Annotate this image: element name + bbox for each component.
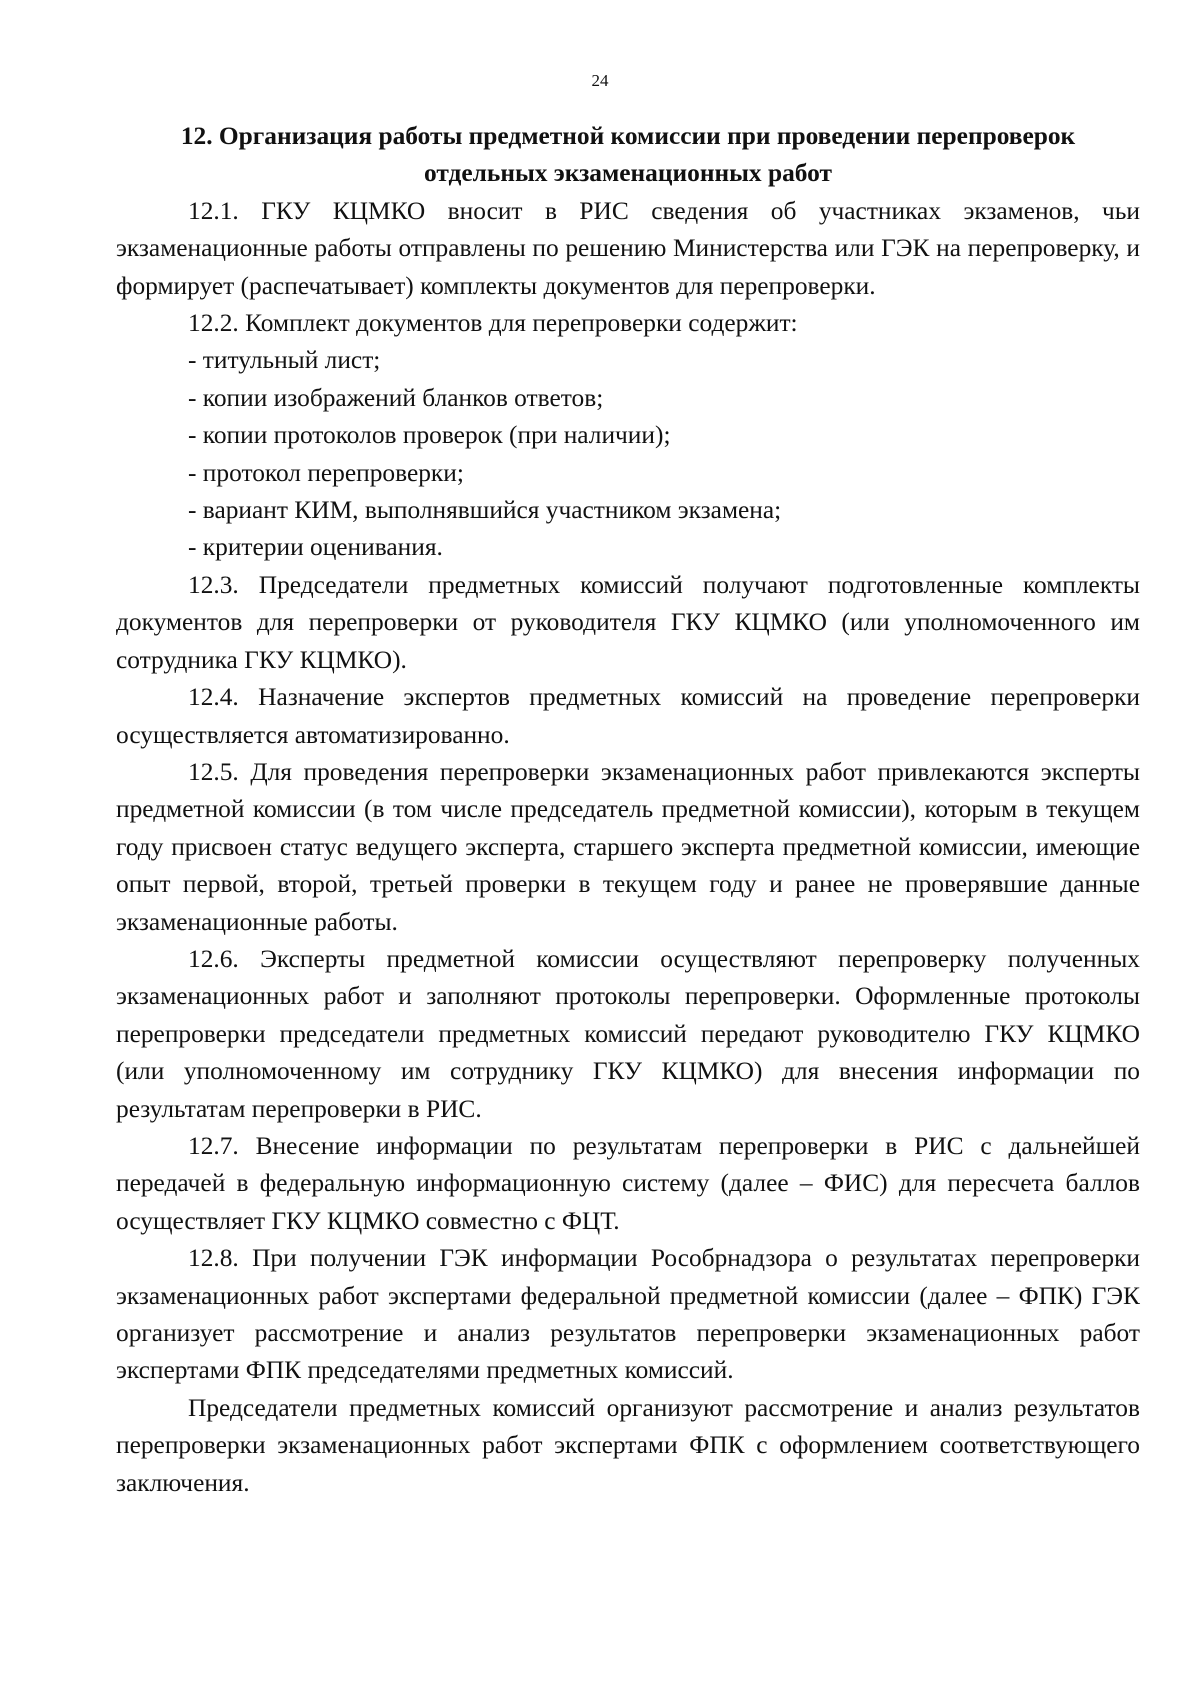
list-item: - копии изображений бланков ответов; — [188, 383, 604, 412]
list-item: - критерии оценивания. — [188, 533, 443, 562]
list-item: - копии протоколов проверок (при наличии); — [188, 421, 671, 450]
paragraph-12-8: 12.8. При получении ГЭК информации Рособрнадзора о результатах перепроверки экзаменационных работ экспертами федеральной предметной комиссии (далее – ФПК) ГЭК организует рассмотрение и анализ результатов перепроверки экзаменационных работ экспертами ФПК председателями предметных комиссий. — [116, 1244, 1140, 1385]
list-item: - титульный лист; — [188, 346, 381, 375]
section-title — [116, 118, 1140, 193]
list-item: - вариант КИМ, выполнявшийся участником экзамена; — [188, 496, 782, 525]
paragraph-12-4: 12.4. Назначение экспертов предметных комиссий на проведение перепроверки осуществляется автоматизированно. — [116, 683, 1140, 749]
paragraph-12-7: 12.7. Внесение информации по результатам перепроверки в РИС с дальнейшей передачей в федеральную информационную систему (далее – ФИС) для пересчета баллов осуществляет ГКУ КЦМКО совместно с ФЦТ. — [116, 1131, 1140, 1235]
paragraph-12-6: 12.6. Эксперты предметной комиссии осуществляют перепроверку полученных экзаменационных работ и заполняют протоколы перепроверки. Оформленные протоколы перепроверки председатели предметных комиссий передают руководителю ГКУ КЦМКО (или уполномоченному им сотруднику ГКУ КЦМКО) для внесения информации по результатам перепроверки в РИС. — [116, 944, 1140, 1123]
section-title-line-2: отдельных экзаменационных работ — [424, 159, 832, 188]
paragraph-12-5: 12.5. Для проведения перепроверки экзаменационных работ привлекаются эксперты предметной комиссии (в том числе председатель предметной комиссии), которым в текущем году присвоен статус ведущего эксперта, старшего эксперта предметной комиссии, имеющие опыт первой, второй, третьей проверки в текущем году и ранее не проверявшие данные экзаменационные работы. — [116, 757, 1140, 936]
paragraph-12-3: 12.3. Председатели предметных комиссий получают подготовленные комплекты документов для перепроверки от руководителя ГКУ КЦМКО (или уполномоченного им сотрудника ГКУ КЦМКО). — [116, 570, 1140, 674]
list-item: - протокол перепроверки; — [188, 458, 464, 487]
paragraph-12-1: 12.1. ГКУ КЦМКО вносит в РИС сведения об участниках экзаменов, чьи экзаменационные работы отправлены по решению Министерства или ГЭК на перепроверку, и формирует (распечатывает) комплекты документов для перепроверки. — [116, 196, 1140, 300]
section-title-line-1: 12. Организация работы предметной комиссии при проведении перепроверок — [180, 122, 1076, 150]
paragraph-12-2: 12.2. Комплект документов для перепроверки содержит: — [188, 309, 798, 338]
page-number: 24 — [591, 71, 609, 90]
document-body — [116, 118, 1140, 1502]
paragraph-final: Председатели предметных комиссий организуют рассмотрение и анализ результатов перепроверки экзаменационных работ экспертами ФПК с оформлением соответствующего заключения. — [116, 1393, 1140, 1497]
